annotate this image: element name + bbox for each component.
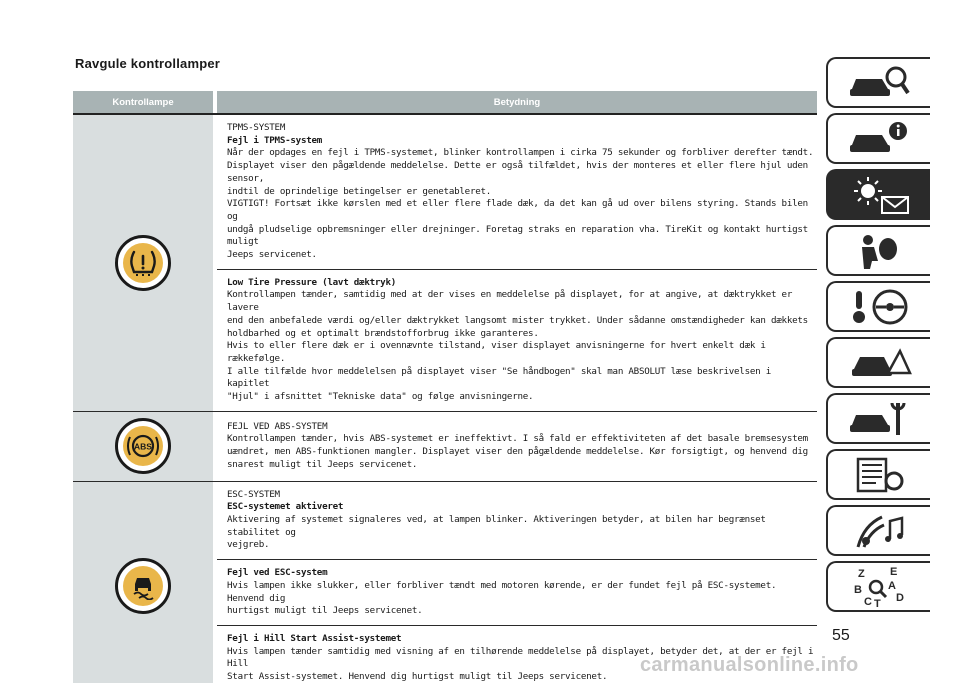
segment-text: TPMS-SYSTEM [227, 122, 286, 133]
index-letter: E [890, 565, 898, 578]
warning-lights-table [73, 91, 817, 683]
table-row-tpms [73, 115, 817, 412]
lamp-cell [73, 412, 213, 481]
tab-starting-driving[interactable] [826, 281, 930, 332]
lamp-cell [73, 482, 213, 683]
lamp-cell [73, 115, 213, 411]
segment-text: Hvis lampen ikke slukker, eller forbliver tændt med motoren kørende, er der fundet fejl på ESC-systemet. Henvend dig hurtigst muligt til Jeeps servicenet. [227, 579, 777, 617]
tab-warning-lights[interactable] [826, 169, 930, 220]
index-letter: D [896, 591, 904, 604]
watermark: carmanualsonline.info [640, 654, 859, 676]
tab-emergency[interactable] [826, 337, 930, 388]
tab-technical-data[interactable] [826, 449, 930, 500]
tab-index[interactable] [826, 561, 930, 612]
car-wrench-icon [844, 399, 914, 439]
tab-maintenance[interactable] [826, 393, 930, 444]
page-number: 55 [832, 627, 850, 644]
specifications-list-icon [844, 455, 914, 495]
segment-title: ESC-systemet aktiveret [227, 501, 344, 513]
segment-text: Kontrollampen tænder, samtidig med at der vises en meddelelse på displayet, for at angive, at dæktrykket er lavere end den anbefalede værdi og/eller dæktrykket langsomt mister trykket. Under sådanne omstændigheder kan dækkets holdbarhed og et optimalt brændstofforbrug ikke garanteres. Hvis to eller flere dæk er i ovennævnte tilstand, viser displayet anvisningerne for hvert enkelt dæk i rækkefølge. I alle tilfælde hvor meddelelsen på displayet viser "Se håndbogen" skal man ABSOLUT læse beskrivelsen i kapitlet "Hjul" i afsnittet "Tekniske data" og følge anvisningerne. [227, 289, 808, 403]
chapter-tabs [826, 57, 930, 617]
multimedia-music-icon [844, 511, 914, 551]
abs-warning-icon [115, 418, 171, 474]
segment-text: Når der opdages en fejl i TPMS-systemet, blinker kontrollampen i cirka 75 sekunder og forbliver derefter tændt. Displayet viser den pågældende meddelelse. Dette er også tilfældet, hvis der monteres et eller flere hjul uden sensor, indtil de oprindelige betingelser er genetableret. VIGTIGT! Fortsæt ikke kørslen med et eller flere flade dæk, da det kan gå ud over bilens styring. Stands bilen og undgå pludselige opbremsninger eller drejninger. Foretag straks en reparation vha. TireKit og kontakt hurtigst muligt Jeeps servicenet. [227, 147, 814, 261]
segment-text: Hvis lampen tænder samtidig med visning af en tilhørende meddelelse på displayet, betyder det, at der er fejl i Hill Start Assist-systemet. Henvend dig hurtigst muligt til Jeeps servicenet. [227, 645, 814, 683]
segment-title: Low Tire Pressure (lavt dæktryk) [227, 276, 397, 288]
esc-warning-icon [115, 558, 171, 614]
airbag-passenger-icon [844, 231, 914, 271]
index-letter: B [854, 583, 862, 596]
car-info-icon [844, 119, 914, 159]
table-header [73, 91, 817, 113]
table-row-esc [73, 482, 817, 683]
car-search-icon [844, 63, 914, 103]
steering-wheel-key-icon [844, 287, 914, 327]
index-letter: T [874, 597, 881, 609]
segment-text: Aktivering af systemet signaleres ved, at lampen blinker. Aktiveringen betyder, at bilen har begrænset stabilitet og vejgreb. [227, 513, 766, 551]
alphabetical-index-icon [844, 565, 914, 609]
header-lamp: Kontrollampe [112, 96, 174, 108]
tab-multimedia[interactable] [826, 505, 930, 556]
page-title: Ravgule kontrollamper [75, 56, 221, 71]
table-row-abs [73, 412, 817, 482]
tab-car-search[interactable] [826, 57, 930, 108]
segment-title: Fejl i Hill Start Assist-systemet [227, 632, 402, 644]
tab-car-info[interactable] [826, 113, 930, 164]
index-letter: Z [858, 567, 865, 580]
warning-light-message-icon [844, 175, 914, 215]
tab-safety[interactable] [826, 225, 930, 276]
index-letter: A [888, 579, 896, 592]
segment-text: ESC-SYSTEM [227, 488, 280, 500]
segment-title: Fejl ved ESC-system [227, 567, 328, 579]
segment-title: Fejl i TPMS-system [227, 134, 323, 146]
header-meaning: Betydning [493, 96, 541, 108]
index-letter: C [864, 595, 872, 608]
segment-text: FEJL VED ABS-SYSTEM Kontrollampen tænder, hvis ABS-systemet er ineffektivt. I så fald er effektiviteten af det basale bremsesystem uændret, men ABS-funktionen mangler. Displayet viser den pågældende meddelelse. Kør forsigtigt, og henvend dig snarest muligt til Jeeps servicenet. [227, 420, 808, 470]
car-accident-icon [844, 343, 914, 383]
tpms-warning-icon [115, 235, 171, 291]
abs-icon-label: ABS [134, 441, 152, 452]
